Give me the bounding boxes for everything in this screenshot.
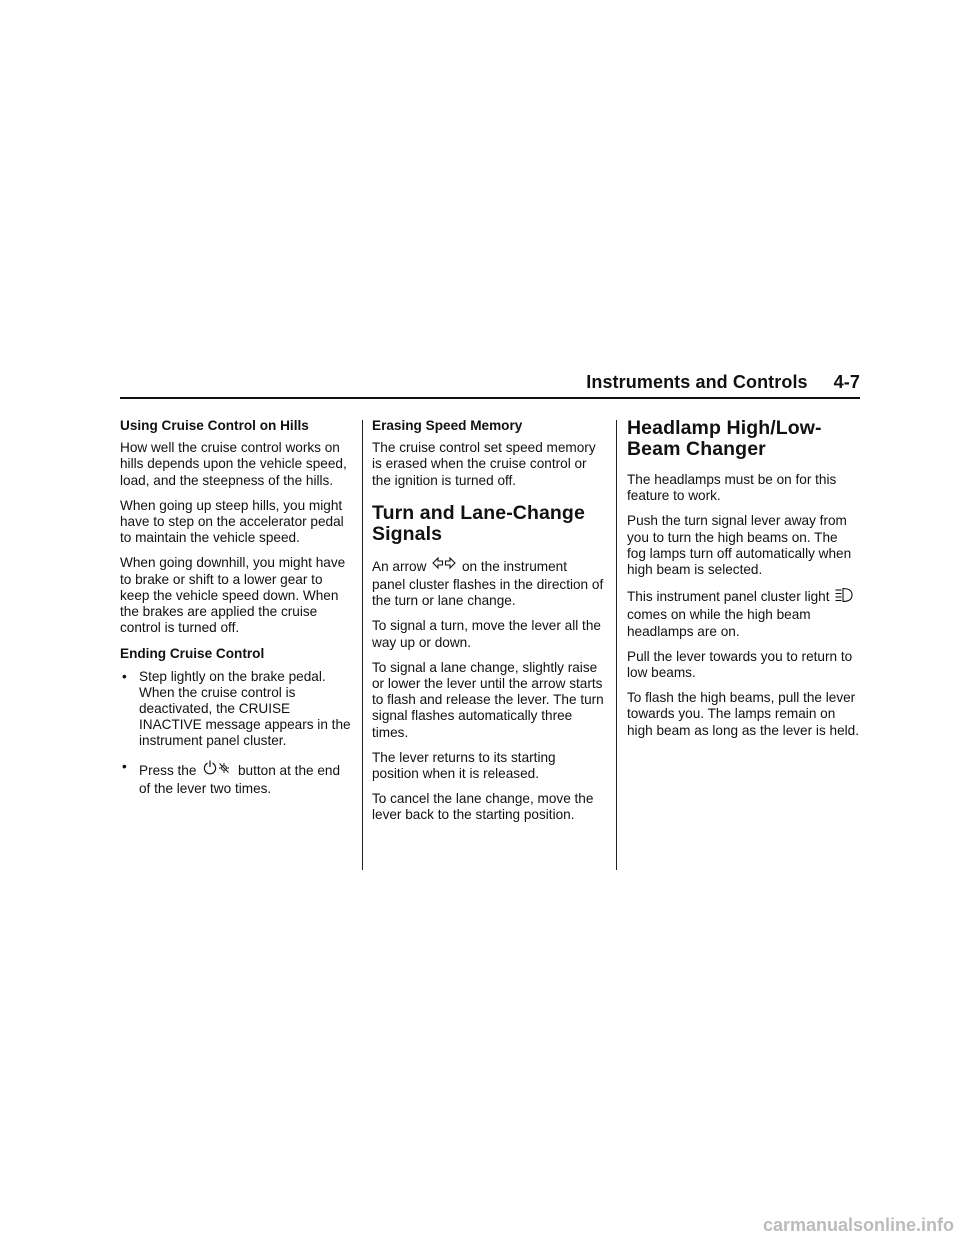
- headlamp-paragraph-4: Pull the lever towards you to return to low beams.: [627, 648, 853, 681]
- erasing-heading: Erasing Speed Memory: [372, 418, 523, 433]
- turn-p1-pre: An arrow: [372, 558, 427, 574]
- headlamp-heading: Headlamp High/Low-Beam Changer: [627, 417, 822, 460]
- headlamp-p3-post: comes on while the high beam headlamps are on.: [627, 607, 811, 639]
- hills-paragraph-2: When going up steep hills, you might have to step on the accelerator pedal to maintain the vehicle speed.: [120, 497, 344, 546]
- headlamp-paragraph-1: The headlamps must be on for this feature to work.: [627, 472, 837, 504]
- hills-heading: Using Cruise Control on Hills: [120, 418, 309, 433]
- turn-paragraph-3: To signal a lane change, slightly raise or lower the lever until the arrow starts to flash and release the lever. The turn signal flashes automatically three times.: [372, 659, 604, 740]
- turn-paragraph-4: The lever returns to its starting position when it is released.: [372, 749, 556, 782]
- turn-signals-heading: Turn and Lane-Change Signals: [372, 501, 585, 545]
- column-divider-2: [616, 420, 617, 870]
- bullet-text-2-post: button at the end of the lever two times.: [139, 762, 341, 796]
- turn-paragraph-1: [372, 557, 604, 610]
- bullet: •: [122, 758, 127, 774]
- bullet-text-2-pre: Press the: [139, 762, 197, 778]
- headlamp-p3-pre: This instrument panel cluster light: [627, 589, 830, 605]
- ending-heading: Ending Cruise Control: [120, 646, 265, 662]
- bullet-text-1: Step lightly on the brake pedal. When the cruise control is deactivated, the CRUISE INACTIVE message appears in the instrument panel cluster.: [139, 668, 351, 749]
- turn-p1-post: on the instrument panel cluster flashes in the direction of the turn or lane change.: [372, 558, 604, 609]
- watermark: carmanualsonline.info: [762, 1215, 954, 1235]
- cancel-power-icon: [202, 759, 232, 781]
- section-title: Instruments and Controls: [586, 372, 808, 392]
- bullet: •: [122, 668, 127, 684]
- column-3: [627, 418, 859, 748]
- ending-list: [120, 669, 352, 797]
- headlamp-paragraph-5: To flash the high beams, pull the lever towards you. The lamps remain on high beam as long as the lever is held.: [627, 690, 859, 738]
- list-item: [120, 759, 352, 797]
- high-beam-icon: [835, 587, 853, 607]
- list-item: [120, 669, 352, 750]
- page-header: [120, 372, 860, 393]
- turn-paragraph-5: To cancel the lane change, move the lever back to the starting position.: [372, 791, 594, 823]
- page-number: 4-7: [833, 372, 860, 392]
- headlamp-paragraph-2: Push the turn signal lever away from you to turn the high beams on. The fog lamps turn off automatically when high beam is selected.: [627, 513, 852, 578]
- turn-arrows-icon: [432, 557, 456, 577]
- header-rule: [120, 397, 860, 399]
- column-1: [120, 418, 352, 806]
- erasing-paragraph: The cruise control set speed memory is erased when the cruise control or the ignition is turned off.: [372, 440, 596, 488]
- hills-paragraph-3: When going downhill, you might have to brake or shift to a lower gear to keep the vehicle speed down. When the brakes are applied the cruise control is turned off.: [120, 555, 346, 636]
- column-2: [372, 418, 604, 833]
- column-divider-1: [362, 420, 363, 870]
- turn-paragraph-2: To signal a turn, move the lever all the way up or down.: [372, 618, 601, 650]
- hills-paragraph-1: How well the cruise control works on hills depends upon the vehicle speed, load, and the steepness of the hills.: [120, 440, 347, 488]
- headlamp-paragraph-3: [627, 587, 859, 640]
